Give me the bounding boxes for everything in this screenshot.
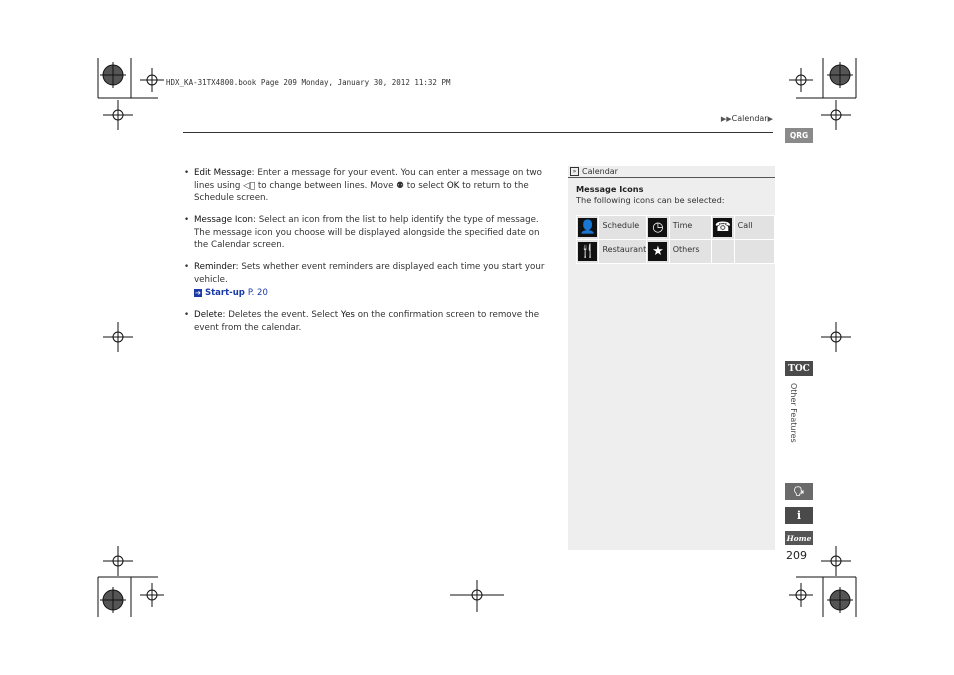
joystick-icon: ⚉ (396, 180, 404, 191)
breadcrumb-label: Calendar (731, 114, 768, 123)
arrow-icon: ▶ (767, 115, 773, 123)
interface-dial-icon: ◁⃝ (243, 180, 256, 191)
tab-toc[interactable]: TOC (785, 361, 813, 376)
person-icon: 👤 (579, 220, 596, 235)
double-arrow-icon: ▶▶ (720, 115, 732, 123)
link-arrow-icon: ➔ (195, 289, 201, 298)
tab-qrg[interactable]: QRG (785, 128, 813, 143)
note-icon: » (570, 167, 579, 176)
list-item: • Message Icon: Select an icon from the list to help identify the type of message. The message icon you choose will be displayed alongside the specified date on the Calendar screen. (184, 214, 550, 252)
item-term: Edit Message (194, 168, 252, 178)
fork-knife-icon: 🍴 (579, 244, 596, 259)
voice-icon: 🗣 (793, 486, 805, 497)
list-item: • Edit Message: Enter a message for your event. You can enter a message on two lines using ◁⃝ to change between lines. Move ⚉ to select OK to return to the Schedule screen. (184, 167, 550, 205)
item-term: Message Icon (194, 215, 253, 225)
tab-home[interactable]: Home (785, 531, 813, 545)
sidebar-title: Message Icons (576, 184, 644, 194)
tab-voice[interactable] (785, 483, 813, 500)
sidebar-panel (568, 166, 775, 550)
star-icon: ★ (648, 242, 667, 261)
table-row: 🍴 Restaurant ★ Others (577, 240, 775, 264)
breadcrumb (721, 114, 773, 123)
item-term: Reminder (194, 262, 236, 272)
phone-icon: ☎ (714, 220, 731, 235)
header-rule (183, 132, 773, 133)
item-term: Delete (194, 310, 223, 320)
print-header: HDX_KA-31TX4800.book Page 209 Monday, January 30, 2012 11:32 PM (166, 78, 451, 87)
info-icon: i (796, 509, 802, 522)
sidebar-header: » Calendar (568, 166, 775, 178)
page-number: 209 (786, 549, 807, 562)
cross-reference-link[interactable]: ➔ Start-up P. 20 (195, 288, 268, 298)
tab-info[interactable] (785, 507, 813, 524)
list-item: • Reminder: Sets whether event reminders are displayed each time you start your vehicle. ➔ Start-up P. 20 (184, 261, 550, 300)
table-row: 👤 Schedule ◷ Time ☎ Call (577, 216, 775, 240)
bullet-list (184, 167, 550, 344)
list-item: • Delete: Deletes the event. Select Yes on the confirmation screen to remove the event from the calendar. (184, 309, 550, 334)
sidebar-description: The following icons can be selected: (576, 195, 725, 205)
icon-table (576, 215, 775, 264)
clock-icon: ◷ (648, 218, 667, 237)
section-label: Other Features (789, 383, 798, 443)
